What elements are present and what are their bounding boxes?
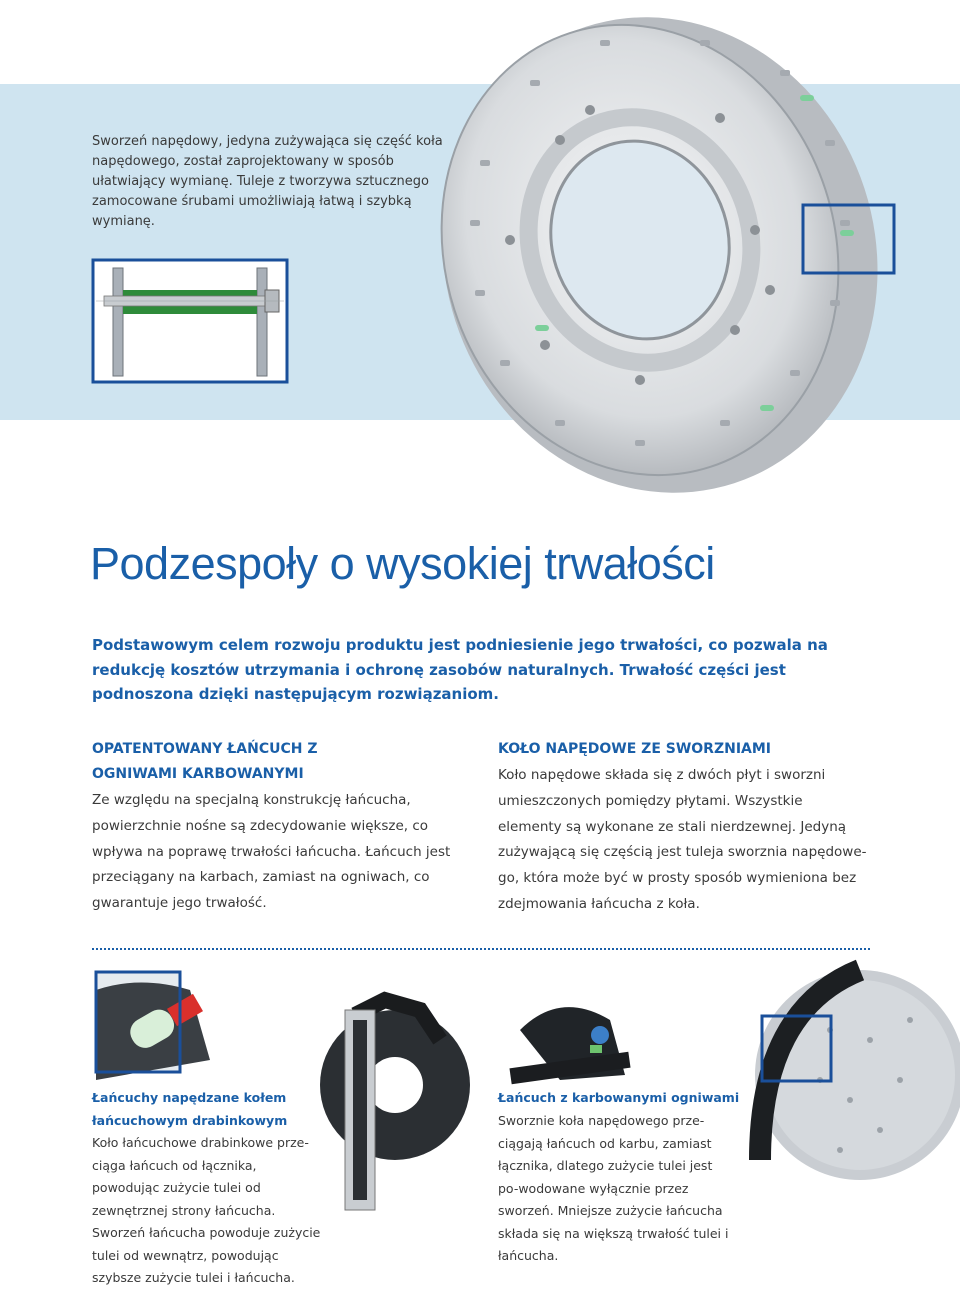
lead-paragraph: Podstawowym celem rozwoju produktu jest podniesienie jego trwałości, co pozwala na redukcję kosztów utrzymania i ochronę zasobów naturalnych. Trwałość części jest podnoszona dzięki następującym rozwiązaniom. [92,636,828,703]
caption-right-heading: Łańcuch z karbowanymi ogniwami [498,1090,740,1105]
intro-caption: Sworzeń napędowy, jedyna zużywająca się część koła napędowego, został zaprojektowany w sposób ułatwiający wymianę. Tuleje z tworzywa sztucznego zamocowane śrubami umożliwiają łatwą i szybką wymianę. [92,134,443,229]
caption-left-body: Koło łańcuchowe drabinkowe prze-ciąga łańcuch od łącznika, powodując zużycie tulei od zewnętrznej strony łańcucha. Sworzeń łańcucha powoduje zużycie tulei od wewnątrz, powodując szybsze zużycie tulei i łańcucha. [92,1135,321,1285]
left-column-heading: OPATENTOWANY ŁAŃCUCH Z OGNIWAMI KARBOWANYMI [92,741,318,782]
caption-left-heading: Łańcuchy napędzane kołem łańcuchowym drabinkowym [92,1090,288,1128]
sprocket-wheel-illustration [0,0,960,520]
caption-right-body: Sworznie koła napędowego prze-ciągają łańcuch od karbu, zamiast łącznika, dlatego zużycie tulei jest po-wodowane wyłącznie przez sworzeń. Mniejsze zużycie łańcucha składa się na większą trwałość tulei i łańcucha. [498,1113,729,1263]
notched-chain-detail-image [509,1007,630,1084]
dotted-divider [92,948,870,950]
right-column-body: Koło napędowe składa się z dwóch płyt i sworzni umieszczonych pomiędzy płytami. Wszystkie elementy są wykonane ze stali nierdzewnej. Jedyną zużywającą się częścią jest tuleja sworznia napędowe-go, która może być w prosty sposób wymieniona bez zdejmowania łańcucha z koła. [498,767,867,912]
right-column-heading: KOŁO NAPĘDOWE ZE SWORZNIAMI [498,741,772,757]
left-column-body: Ze względu na specjalną konstrukcję łańcucha, powierzchnie nośne są zdecydowanie większe, co wpływa na poprawę trwałości łańcucha. Łańcuch jest przeciągany na karbach, zamiast na ogniwach, co gwarantuje jego trwałość. [92,792,451,912]
disc-sprocket-image [755,970,960,1180]
drive-pin-detail-icon [93,260,287,382]
ladder-sprocket-image [96,972,210,1080]
page-title: Podzespoły o wysokiej trwałości [90,538,715,589]
